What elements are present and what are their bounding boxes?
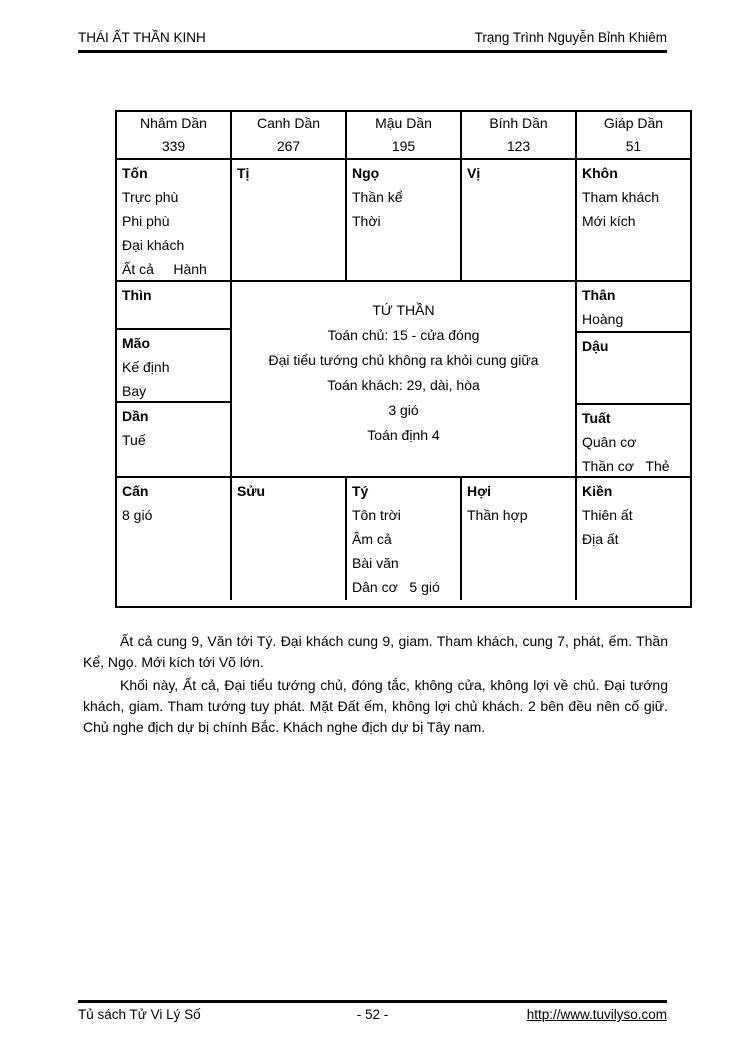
page-footer bbox=[78, 1000, 667, 1022]
cell-line: Bài văn bbox=[352, 555, 399, 571]
page-header bbox=[78, 30, 667, 53]
website-link[interactable]: http://www.tuvilyso.com bbox=[526, 1007, 667, 1022]
cell-vi bbox=[460, 160, 575, 280]
cell-line: Thần cơ Thẻ bbox=[582, 457, 670, 474]
cell-line: Thần kể bbox=[352, 189, 403, 205]
cell-can bbox=[117, 478, 230, 600]
cell-title: Tốn bbox=[122, 165, 148, 181]
commentary-section bbox=[83, 631, 668, 740]
cell-line: Bay bbox=[122, 382, 147, 399]
cell-line: Tham khách bbox=[582, 189, 660, 205]
cell-ti bbox=[230, 160, 345, 280]
cell-line: Địa ất bbox=[582, 531, 619, 547]
year-value: 123 bbox=[506, 138, 531, 154]
cell-line: Trực phù bbox=[122, 189, 179, 205]
cell-mao bbox=[117, 328, 230, 401]
cell-line: Thiên ất bbox=[582, 507, 633, 523]
cell-title: Dậu bbox=[582, 338, 609, 355]
cell-ty bbox=[345, 478, 460, 600]
center-line: Toán định 4 bbox=[367, 427, 440, 443]
year-name: Giáp Dần bbox=[603, 115, 664, 131]
palace-row-bottom bbox=[117, 476, 690, 600]
cell-line: Tôn trời bbox=[352, 507, 401, 523]
cell-title: Tuất bbox=[582, 409, 611, 426]
cell-title: Hợi bbox=[467, 483, 491, 499]
cell-title: Tị bbox=[237, 165, 250, 181]
year-cell-canh-dan bbox=[230, 112, 345, 158]
author-name: Trạng Trình Nguyễn Bỉnh Khiêm bbox=[474, 30, 667, 45]
cell-line: 8 gió bbox=[122, 507, 153, 523]
cell-line: Mới kích bbox=[582, 213, 636, 229]
middle-right-column bbox=[575, 282, 690, 476]
year-name: Mậu Dần bbox=[375, 115, 432, 131]
cell-title: Tý bbox=[352, 483, 369, 499]
cell-title: Sửu bbox=[237, 483, 266, 499]
divination-table bbox=[115, 110, 692, 608]
year-value: 267 bbox=[276, 138, 301, 154]
cell-line: Kế định bbox=[122, 358, 170, 375]
year-cell-nham-dan bbox=[117, 112, 230, 158]
center-line: Đại tiểu tướng chủ không ra khỏi cung giữa bbox=[268, 352, 539, 368]
cell-line: Thời bbox=[352, 213, 381, 229]
cell-title: Dần bbox=[122, 407, 149, 424]
cell-khon bbox=[575, 160, 690, 280]
year-value: 51 bbox=[625, 138, 642, 154]
cell-title: Cấn bbox=[122, 483, 149, 499]
center-title: TỨ THẦN bbox=[372, 302, 435, 318]
year-cell-binh-dan bbox=[460, 112, 575, 158]
cell-tuat bbox=[577, 403, 690, 476]
cell-suu bbox=[230, 478, 345, 600]
cell-kien bbox=[575, 478, 690, 600]
paragraph: Ất cả cung 9, Văn tới Tý. Đại khách cung 9, giam. Tham khách, cung 7, phát, ếm. Thần Kể, Ngọ. Mới kích tới Võ lớn. bbox=[83, 633, 668, 670]
cell-line: Thần hợp bbox=[467, 507, 528, 523]
palace-row-middle bbox=[117, 280, 690, 476]
cell-title: Thân bbox=[582, 287, 616, 303]
paragraph: Khối này, Ất cả, Đại tiểu tướng chủ, đóng tắc, không cửa, không lợi về chủ. Đại tướng khách, giam. Tham tướng tuy phát. Mặt Đất ếm, không lợi chủ khách. 2 bên đều nên cố giữ. Chủ nghe địch dự bị chính Bắc. Khách nghe địch dự bị Tây nam. bbox=[83, 677, 668, 735]
cell-title: Thìn bbox=[122, 287, 152, 303]
year-value: 339 bbox=[161, 138, 186, 154]
cell-line: Quân cơ bbox=[582, 433, 637, 450]
palace-row-top bbox=[117, 158, 690, 280]
cell-title: Ngọ bbox=[352, 165, 380, 181]
cell-title: Kiền bbox=[582, 483, 613, 499]
year-cell-giap-dan bbox=[575, 112, 690, 158]
cell-title: Khôn bbox=[582, 165, 618, 181]
year-name: Bính Dần bbox=[489, 115, 548, 131]
cell-line: Ất cả Hành bbox=[122, 261, 207, 277]
cell-line: Âm cả bbox=[352, 531, 392, 547]
year-cell-mau-dan bbox=[345, 112, 460, 158]
book-title: THÁI ẤT THẦN KINH bbox=[78, 30, 206, 45]
series-name: Tủ sách Tử Vi Lý Số bbox=[78, 1007, 201, 1022]
cell-line: Tuế bbox=[122, 431, 146, 448]
cell-dau bbox=[577, 331, 690, 402]
page-number: - 52 - bbox=[356, 1007, 389, 1022]
cell-line: Hoàng bbox=[582, 311, 624, 327]
year-header-row bbox=[117, 112, 690, 158]
cell-thin bbox=[117, 282, 230, 328]
cell-line: Dân cơ 5 gió bbox=[352, 579, 440, 595]
year-value: 195 bbox=[391, 138, 416, 154]
center-line: Toán khách: 29, dài, hòa bbox=[327, 377, 480, 393]
cell-ton bbox=[117, 160, 230, 280]
year-name: Canh Dần bbox=[256, 115, 321, 131]
cell-line: Phi phù bbox=[122, 213, 170, 229]
center-line: 3 gió bbox=[388, 402, 419, 418]
center-line: Toán chủ: 15 - cửa đóng bbox=[327, 327, 480, 343]
year-name: Nhâm Dần bbox=[140, 115, 207, 131]
cell-title: Mão bbox=[122, 334, 150, 351]
cell-title: Vị bbox=[467, 165, 481, 181]
middle-left-column bbox=[117, 282, 230, 476]
cell-ngo bbox=[345, 160, 460, 280]
cell-hoi bbox=[460, 478, 575, 600]
cell-dan bbox=[117, 401, 230, 476]
cell-line: Đại khách bbox=[122, 237, 185, 253]
cell-tu-than-center bbox=[230, 282, 575, 476]
cell-than bbox=[577, 282, 690, 331]
